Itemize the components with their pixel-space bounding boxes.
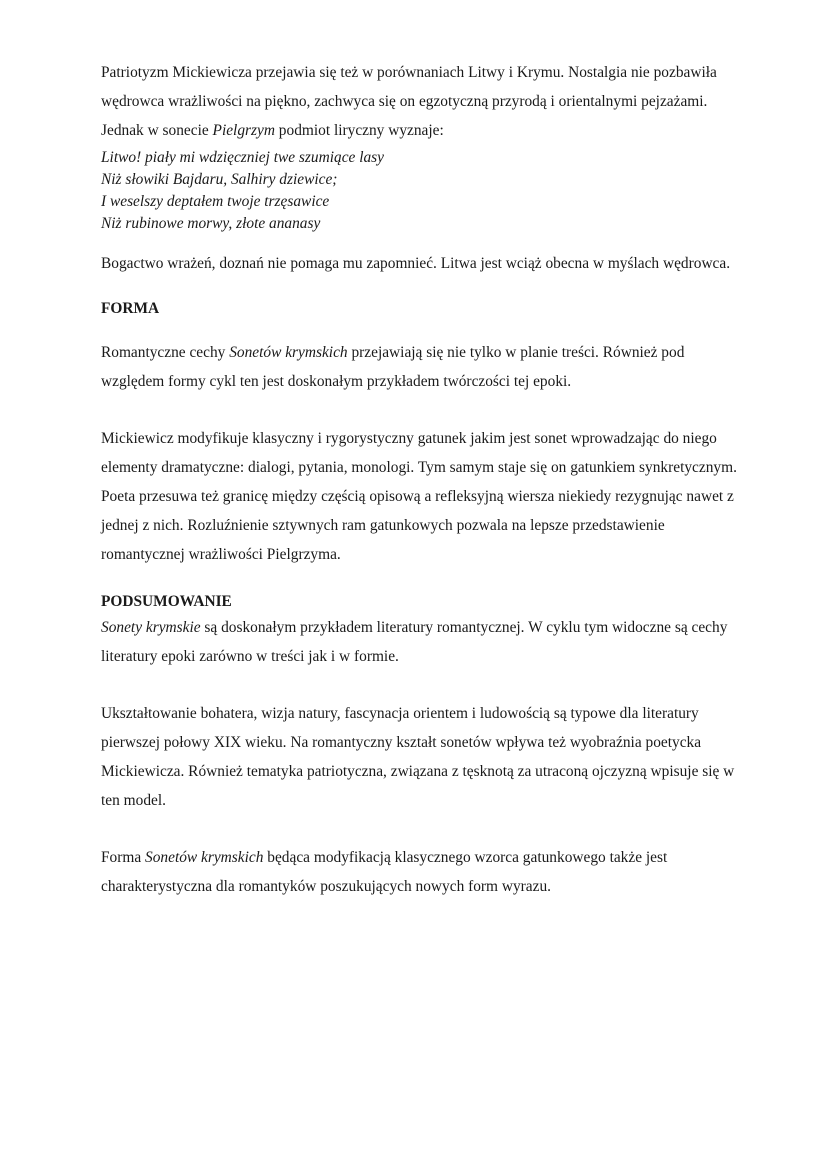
poem-quote: [101, 147, 741, 235]
intro-text-b: podmiot liryczny wyznaje:: [274, 122, 444, 139]
intro-paragraph-1: [101, 58, 741, 145]
podsumowanie-text-3a: Forma: [101, 849, 146, 866]
intro-paragraph-2: Bogactwo wrażeń, doznań nie pomaga mu zapomnieć. Litwa jest wciąż obecna w myślach wędrowca.: [101, 255, 731, 272]
forma-text-a: Romantyczne cechy: [101, 344, 230, 361]
forma-paragraph-1: [101, 338, 741, 396]
podsumowanie-text-3b: będąca modyfikacją klasycznego wzorca gatunkowego także jest charakterystyczna dla romantyków poszukujących nowych form wyrazu.: [101, 849, 668, 895]
document-page: [101, 58, 741, 901]
intro-text-a: Patriotyzm Mickiewicza przejawia się też w porównaniach Litwy i Krymu. Nostalgia nie pozbawiła wędrowca wrażliwości na piękno, zachwyca się on egzotyczną przyrodą i orientalnymi pejzażami. Jednak w sonecie: [101, 64, 717, 139]
poem-line: Litwo! piały mi wdzięczniej twe szumiące lasy: [101, 149, 384, 166]
poem-line: Niż rubinowe morwy, złote ananasy: [101, 215, 321, 232]
podsumowanie-paragraph-3: [101, 843, 741, 901]
podsumowanie-paragraph-2: Ukształtowanie bohatera, wizja natury, fascynacja orientem i ludowością są typowe dla literatury pierwszej połowy XIX wieku. Na romantyczny kształt sonetów wpływa też wyobraźnia poetycka Mickiewicza. Również tematyka patriotyczna, związana z tęsknotą za utraconą ojczyzną wpisuje się w ten model.: [101, 705, 735, 809]
podsumowanie-paragraph-1: [101, 613, 741, 671]
section-heading-podsumowanie: PODSUMOWANIE: [101, 593, 232, 610]
podsumowanie-title-sonetow: Sonetów krymskich: [145, 849, 264, 866]
podsumowanie-title-sonety: Sonety krymskie: [101, 619, 201, 636]
forma-text-b: przejawiają się nie tylko w planie treści. Również pod względem formy cykl ten jest doskonałym przykładem twórczości tej epoki.: [101, 344, 685, 390]
section-heading-forma: FORMA: [101, 300, 160, 317]
poem-line: I weselszy deptałem twoje trzęsawice: [101, 193, 330, 210]
intro-title-pielgrzym: Pielgrzym: [212, 122, 275, 139]
forma-paragraph-2: Mickiewicz modyfikuje klasyczny i rygorystyczny gatunek jakim jest sonet wprowadzając do niego elementy dramatyczne: dialogi, pytania, monologi. Tym samym staje się on gatunkiem synkretycznym. Poeta przesuwa też granicę między częścią opisową a refleksyjną wiersza niekiedy rezygnując nawet z jednej z nich. Rozluźnienie sztywnych ram gatunkowych pozwala na lepsze przedstawienie romantycznej wrażliwości Pielgrzyma.: [101, 430, 737, 563]
poem-line: Niż słowiki Bajdaru, Salhiry dziewice;: [101, 171, 338, 188]
forma-title-sonetow: Sonetów krymskich: [229, 344, 348, 361]
podsumowanie-text-b: są doskonałym przykładem literatury romantycznej. W cyklu tym widoczne są cechy literatury epoki zarówno w treści jak i w formie.: [101, 619, 728, 665]
